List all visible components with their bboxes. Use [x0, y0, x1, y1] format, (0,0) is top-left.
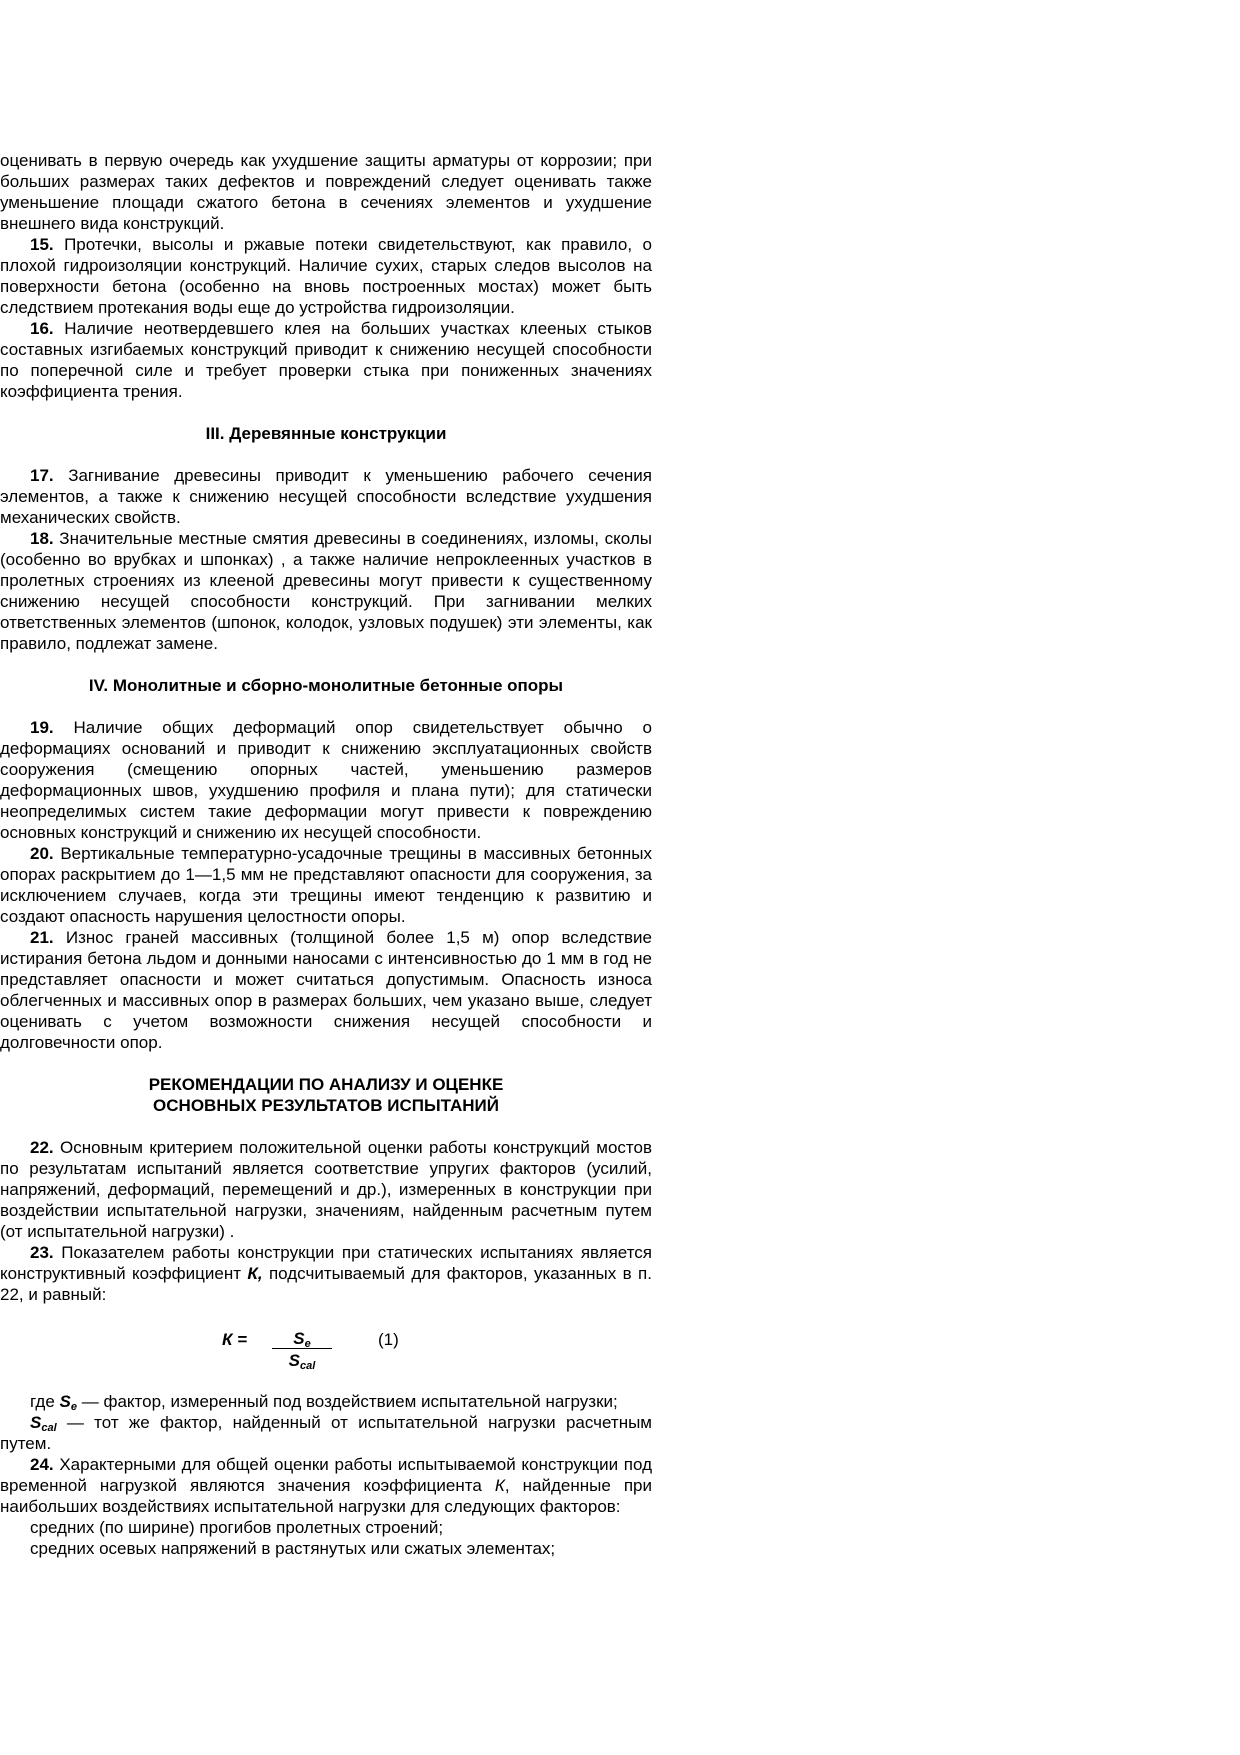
coefficient-symbol: К, [247, 1264, 263, 1283]
formula-lhs: К = [222, 1330, 248, 1349]
list-item: средних (по ширине) прогибов пролетных строений; [30, 1518, 444, 1537]
formula-denominator [272, 1350, 332, 1371]
paragraph-text: Основным критерием положительной оценки работы конструкций мостов по результатам испытаний является соответствие упругих факторов (усилий, напряжений, деформаций, перемещений и др.), измеренных в конструкции при воздействии испытательной нагрузки, значениям, найденным расчетным путем (от испытательной нагрузки) . [0, 1138, 652, 1241]
paragraph-number: 20. [30, 844, 54, 863]
where-lead: где [30, 1392, 60, 1411]
paragraph-number: 21. [30, 928, 54, 947]
heading-line-1: РЕКОМЕНДАЦИИ ПО АНАЛИЗУ И ОЦЕНКЕ [148, 1075, 504, 1094]
paragraph-number: 24. [30, 1455, 54, 1474]
list-item: средних осевых напряжений в растянутых или сжатых элементах; [30, 1539, 556, 1558]
symbol-base: S [30, 1413, 42, 1432]
paragraph-number: 19. [30, 718, 54, 737]
heading-line-2: ОСНОВНЫХ РЕЗУЛЬТАТОВ ИСПЫТАНИЙ [153, 1096, 499, 1115]
section-heading-piers: IV. Монолитные и сборно-монолитные бетонные опоры [88, 676, 564, 695]
paragraph-number: 16. [30, 319, 54, 338]
denominator-subscript: cal [300, 1360, 316, 1372]
paragraph-text: , найденные при наибольших воздействиях испытательной нагрузки для следующих факторов: [0, 1476, 652, 1516]
symbol-scal [30, 1413, 57, 1432]
paragraph-continuation: оценивать в первую очередь как ухудшение защиты арматуры от коррозии; при больших размерах таких дефектов и повреждений следует оценивать также уменьшение площади сжатого бетона в сечениях элементов и ухудшение внешнего вида конструкций. [0, 151, 652, 233]
paragraph-text: Протечки, высолы и ржавые потеки свидетельствуют, как правило, о плохой гидроизоляции конструкций. Наличие сухих, старых следов высолов на поверхности бетона (особенно на вновь построенных мостах) может быть следствием протекания воды еще до устройства гидроизоляции. [0, 235, 652, 317]
paragraph-text: Загнивание древесины приводит к уменьшению рабочего сечения элементов, а также к снижению несущей способности вследствие ухудшения механических свойств. [0, 466, 652, 527]
formula-numerator [272, 1329, 332, 1349]
paragraph-number: 18. [30, 529, 54, 548]
paragraph-text: Показателем работы конструкции при статических испытаниях является конструктивный коэффициент [0, 1243, 652, 1283]
document-column [0, 150, 652, 1559]
section-heading-wood: III. Деревянные конструкции [205, 424, 447, 443]
paragraph-number: 17. [30, 466, 54, 485]
formula-1 [0, 1325, 652, 1375]
paragraph-text: Наличие неотвердевшего клея на больших участках клееных стыков составных изгибаемых конструкций приводит к снижению несущей способности по поперечной силе и требует проверки стыка при пониженных значениях коэффициента трения. [0, 319, 652, 401]
paragraph-17 [0, 465, 652, 528]
symbol-se [60, 1392, 77, 1411]
numerator-symbol: S [293, 1329, 305, 1348]
paragraph-text: подсчитываемый для факторов, указанных в п. 22, и равный: [0, 1264, 652, 1304]
paragraph-text: Вертикальные температурно-усадочные трещины в массивных бетонных опорах раскрытием до 1—1,5 мм не представляют опасности для сооружения, за исключением случаев, когда эти трещины имеют тенденцию к развитию и создают опасность нарушения целостности опоры. [0, 844, 652, 926]
definition-text: — фактор, измеренный под воздействием испытательной нагрузки; [77, 1392, 618, 1411]
where-definition-scal [0, 1412, 652, 1454]
paragraph-18 [0, 528, 652, 654]
formula-number: (1) [378, 1330, 399, 1349]
symbol-subscript: cal [41, 1422, 57, 1434]
paragraph-text: Значительные местные смятия древесины в соединениях, изломы, сколы (особенно во врубках и шпонках) , а также наличие непроклеенных участков в пролетных строениях из клееной древесины могут привести к существенному снижению несущей способности конструкций. При загнивании мелких ответственных элементов (шпонок, колодок, узловых подушек) эти элементы, как правило, подлежат замене. [0, 529, 652, 653]
paragraph-text: Наличие общих деформаций опор свидетельствует обычно о деформациях оснований и приводит к снижению эксплуатационных свойств сооружения (смещению опорных частей, уменьшению размеров деформационных швов, ухудшению профиля и плана пути); для статически неопределимых систем такие деформации могут привести к повреждению основных конструкций и снижению их несущей способности. [0, 718, 652, 842]
paragraph-number: 23. [30, 1243, 54, 1262]
where-definition-se [0, 1391, 652, 1412]
paragraph-20 [0, 843, 652, 927]
paragraph-text: Износ граней массивных (толщиной более 1,5 м) опор вследствие истирания бетона льдом и донными наносами с интенсивностью до 1 мм в год не представляет опасности и может считаться допустимым. Опасность износа облегченных и массивных опор в размерах больших, чем указано выше, следует оценивать с учетом возможности снижения несущей способности и долговечности опор. [0, 928, 652, 1052]
symbol-subscript: e [70, 1401, 78, 1413]
paragraph-text: Характерными для общей оценки работы испытываемой конструкции под временной нагрузкой являются значения коэффициента [0, 1455, 652, 1495]
coefficient-symbol: К [494, 1476, 505, 1495]
paragraph-22 [0, 1137, 652, 1242]
paragraph-23 [0, 1242, 652, 1305]
paragraph-19 [0, 717, 652, 843]
denominator-symbol: S [288, 1351, 301, 1370]
definition-text: — тот же фактор, найденный от испытательной нагрузки расчетным путем. [0, 1413, 652, 1453]
section-heading-recommendations [0, 1074, 652, 1116]
paragraph-number: 22. [30, 1138, 54, 1157]
symbol-base: S [59, 1392, 71, 1411]
paragraph-16 [0, 318, 652, 402]
paragraph-24 [0, 1454, 652, 1517]
paragraph-number: 15. [30, 235, 54, 254]
paragraph-15 [0, 234, 652, 318]
paragraph-21 [0, 927, 652, 1053]
numerator-subscript: e [304, 1338, 311, 1350]
